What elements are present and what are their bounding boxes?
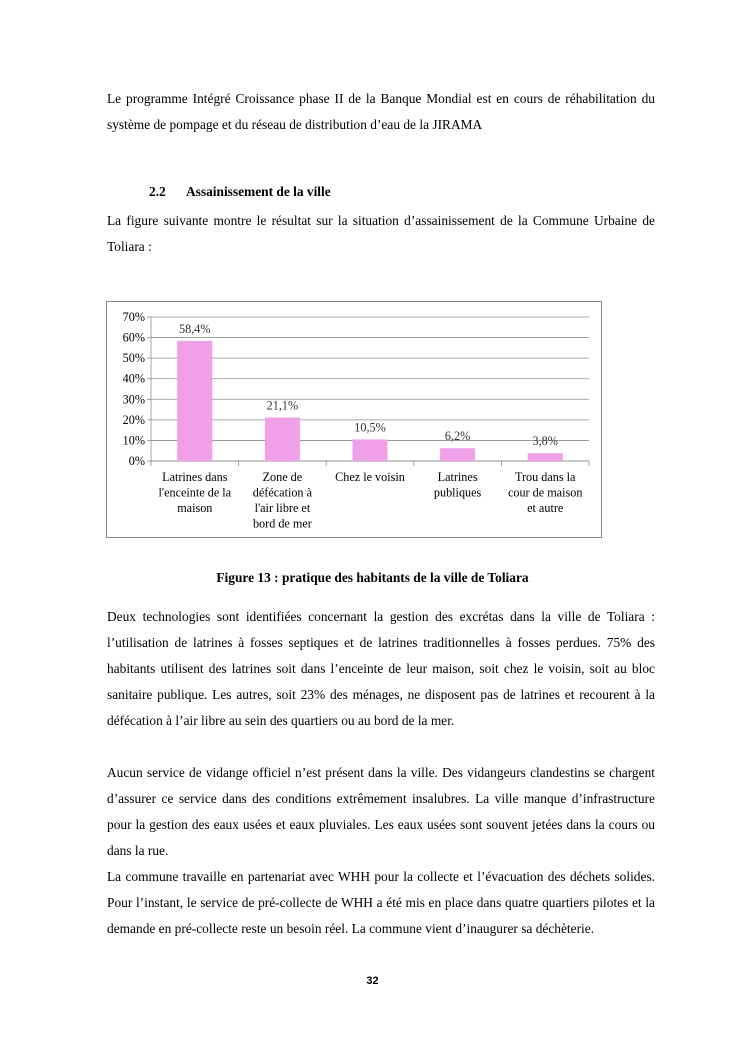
data-label: 21,1% <box>266 398 299 413</box>
y-tick-label: 30% <box>122 392 145 407</box>
data-label: 6,2% <box>444 429 471 444</box>
figure-caption: Figure 13 : pratique des habitants de la ville de Toliara <box>216 570 529 585</box>
section-lead-paragraph: La figure suivante montre le résultat sur la situation d’assainissement de la Commune Urbaine de Toliara : <box>107 213 655 254</box>
body-paragraph-2: Aucun service de vidange officiel n’est présent dans la ville. Des vidangeurs clandestins se chargent d’assurer ce service dans des conditions extrêmement insalubres. La ville manque d’infrastructure pour la gestion des eaux usées et eaux pluviales. Les eaux usées sont souvent jetées dans la cours ou dans la rue. <box>107 765 655 858</box>
x-category-label: défécation à <box>252 485 313 500</box>
x-category-label: Trou dans la <box>514 470 576 484</box>
y-tick-label: 10% <box>122 433 145 448</box>
x-category-label: cour de maison <box>507 485 583 500</box>
data-label: 58,4% <box>179 321 211 336</box>
x-category-label: maison <box>177 501 213 515</box>
bar <box>528 453 563 461</box>
bar-chart <box>106 301 602 538</box>
x-category-label: Latrines <box>437 470 478 484</box>
section-title: Assainissement de la ville <box>186 184 331 199</box>
bar <box>177 341 212 461</box>
data-label: 3,8% <box>532 434 558 449</box>
bar <box>265 418 300 461</box>
y-tick-label: 20% <box>122 412 145 427</box>
bar <box>352 439 387 461</box>
intro-paragraph: Le programme Intégré Croissance phase II de la Banque Mondial est en cours de réhabilitation du système de pompage et du réseau de distribution d’eau de la JIRAMA <box>107 91 655 132</box>
section-heading <box>149 184 331 200</box>
x-category-label: Chez le voisin <box>335 470 405 484</box>
x-category-label: Zone de <box>262 470 303 484</box>
y-tick-label: 60% <box>122 330 145 345</box>
x-category-label: bord de mer <box>252 516 312 531</box>
x-category-label: l'air libre et <box>254 501 311 515</box>
x-category-label: publiques <box>433 485 482 500</box>
bar-chart-svg <box>107 302 603 539</box>
section-number: 2.2 <box>149 184 166 199</box>
y-tick-label: 0% <box>128 454 145 468</box>
y-tick-label: 40% <box>122 371 145 386</box>
y-tick-label: 50% <box>122 351 145 366</box>
x-category-label: l'enceinte de la <box>158 485 232 500</box>
body-paragraph-3: La commune travaille en partenariat avec WHH pour la collecte et l’évacuation des déchets solides. Pour l’instant, le service de pré-collecte de WHH a été mis en place dans quatre quartiers pilotes et la demande en pré-collecte reste un besoin réel. La commune vient d’inaugurer sa déchèterie. <box>107 869 655 936</box>
bar <box>440 448 475 461</box>
body-paragraph-1: Deux technologies sont identifiées concernant la gestion des excrétas dans la ville de Toliara : l’utilisation de latrines à fosses septiques et de latrines traditionnelles à fosses perdues. 75% des habitants utilisent des latrines soit dans l’enceinte de leur maison, soit chez le voisin, soit au bloc sanitaire publique. Les autres, soit 23% des ménages, ne disposent pas de latrines et recourent à la défécation à l’air libre au sein des quartiers ou au bord de la mer. <box>107 609 655 728</box>
x-category-label: Latrines dans <box>162 470 228 484</box>
data-label: 10,5% <box>354 420 386 435</box>
y-tick-label: 70% <box>122 310 145 324</box>
x-category-label: et autre <box>527 501 564 515</box>
page-number: 32 <box>366 975 379 987</box>
